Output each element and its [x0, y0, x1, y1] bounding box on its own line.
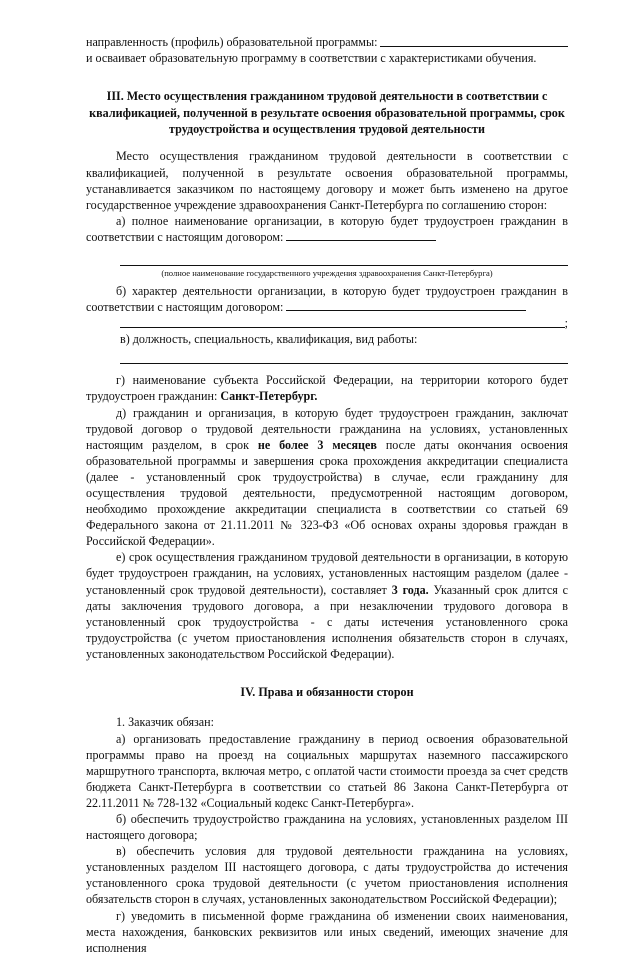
- section-4-point-1: 1. Заказчик обязан:: [116, 715, 215, 730]
- section-4-title: IV. Права и обязанности сторон: [240, 685, 414, 700]
- program-direction-blank[interactable]: [380, 34, 568, 47]
- section-3-intro: Место осуществления гражданином трудовой деятельности в соответствии с квалификацией, полученной в результате освоения образовательной программы, устанавливается заказчиком по настоящему договору и может быть изменено на другое государственное учреждение здравоохранения Санкт-Петербурга по соглашению сторон:: [86, 149, 568, 212]
- section-4-item-g: г) уведомить в письменной форме гражданина об изменении своих наименования, места нахождения, банковских реквизитов или иных сведений, имеющих значение для исполнения: [86, 908, 568, 955]
- section-4-item-v: в) обеспечить условия для трудовой деятельности гражданина на условиях, установленных разделом III настоящего договора, с даты трудоустройства до истечения установленного срока трудовой деятельности (с учетом приостановления исполнения обязательств сторон в случаях, установленных законодательством Российской Федерации);: [86, 844, 568, 907]
- item-a-inline-blank[interactable]: [286, 229, 436, 241]
- item-d-part1: д) гражданин и организация, в которую будет трудоустроен гражданин, заключат трудовой договор о трудовой деятельности гражданина на условиях, установленных настоящим разделом, в срок: [86, 405, 568, 452]
- section-4-item-a: а) организовать предоставление гражданину в период освоения образовательной программы право на проезд на социальных маршрутах наземного пассажирского маршрутного транспорта, включая метро, с оплатой части стоимости проезда за счет средств бюджета Санкт-Петербурга в соответствии со статьей 86 Закона Санкт-Петербурга от 22.11.2011 № 728-132 «Социальный кодекс Санкт-Петербурга».: [86, 731, 568, 810]
- document-page: [86, 34, 568, 956]
- section-3-title: III. Место осуществления гражданином трудовой деятельности в соответствии с квалификацией, полученной в результате освоения образовательной программы, срок трудоустройства и осуществления трудовой деятельности: [89, 89, 565, 136]
- activity-blank[interactable]: [120, 315, 565, 328]
- section-3-item-e: [86, 549, 568, 662]
- item-b-inline-blank[interactable]: [286, 299, 526, 311]
- item-e-term: 3 года.: [391, 582, 429, 597]
- program-direction-label: направленность (профиль) образовательной программы:: [86, 35, 378, 49]
- intro-line-1: [86, 34, 568, 50]
- item-e-part2: Указанный срок длится с даты заключения трудового договора, а при незаключении трудового договора в установленный срок трудоустройства - с даты истечения установленного срока трудоустройства (с учетом приостановления исполнения обязательств сторон в случаях, установленных законодательством Российской Федерации).: [86, 582, 568, 661]
- section-4-item-b: б) обеспечить трудоустройство гражданина на условиях, установленных разделом III настоящего договора;: [86, 812, 568, 843]
- intro-line-2: и осваивает образовательную программу в соответствии с характеристиками обучения.: [86, 51, 537, 66]
- activity-blank-end: ;: [564, 316, 568, 331]
- item-g-text: г) наименование субъекта Российской Федерации, на территории которого будет трудоустроен гражданин:: [86, 373, 568, 404]
- position-blank[interactable]: [120, 349, 568, 364]
- item-d-part2: после даты окончания освоения образовательной программы и завершения срока прохождения аккредитации специалиста (далее - установленный срок трудоустройства) в случае, если гражданину для осуществления трудовой деятельности, предусмотренной настоящим договором, необходимо прохождение аккредитации специалиста в соответствии со статьей 69 Федерального закона от 21.11.2011 № 323-ФЗ «Об основах охраны здоровья граждан в Российской Федерации».: [86, 437, 568, 549]
- section-3-item-b: [86, 283, 568, 315]
- item-a-text: а) полное наименование организации, в которую будет трудоустроен гражданин в соответствии с настоящим договором:: [86, 213, 568, 244]
- section-3-item-a: [86, 213, 568, 245]
- section-3-item-g: [86, 372, 568, 404]
- section-3-item-d: [86, 405, 568, 550]
- item-d-deadline: не более 3 месяцев: [257, 437, 377, 452]
- item-e-part1: е) срок осуществления гражданином трудовой деятельности в организации, в которую будет трудоустроен гражданин, на условиях, установленных настоящим разделом (далее - установленный срок трудовой деятельности), составляет: [86, 550, 568, 597]
- item-v-text: в) должность, специальность, квалификация, вид работы:: [120, 332, 418, 347]
- section-3-item-v: [120, 331, 568, 347]
- activity-blank-row: [120, 315, 568, 331]
- organization-name-blank[interactable]: [120, 251, 568, 266]
- item-g-region: Санкт-Петербург.: [220, 389, 318, 404]
- item-b-text: б) характер деятельности организации, в которую будет трудоустроен гражданин в соответствии с настоящим договором:: [86, 283, 568, 315]
- organization-name-caption: (полное наименование государственного учреждения здравоохранения Санкт-Петербурга): [161, 267, 493, 278]
